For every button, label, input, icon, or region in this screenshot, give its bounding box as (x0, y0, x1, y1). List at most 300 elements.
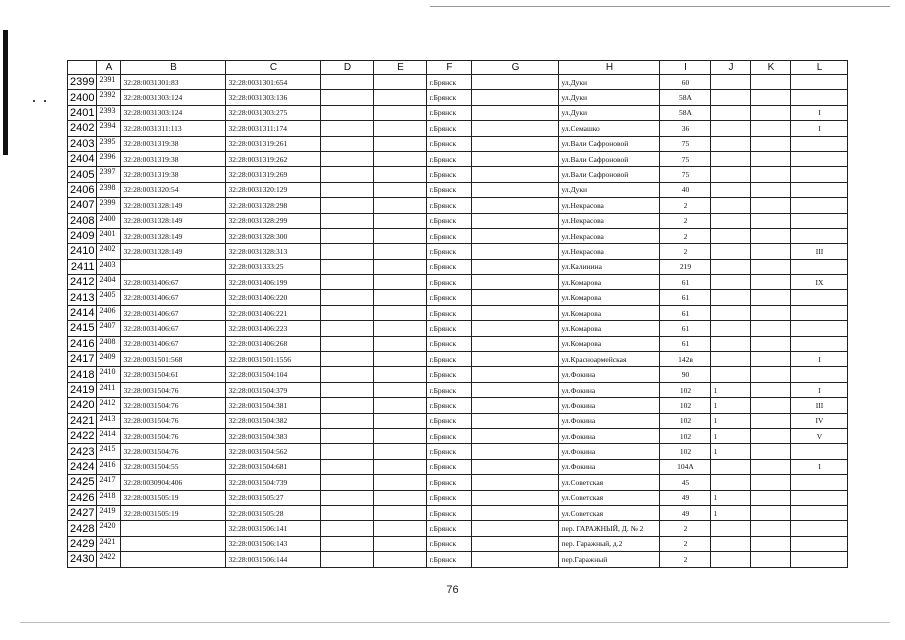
cell-cadastral-number[interactable]: 32:28:0031504:739 (226, 475, 321, 490)
cell-house[interactable]: 2 (660, 228, 711, 243)
cell-premises[interactable] (791, 167, 848, 182)
cell-street[interactable]: ул.Фокина (559, 398, 660, 413)
cell-k[interactable] (751, 521, 791, 536)
row-number[interactable]: 2403 (68, 136, 97, 151)
cell-premises[interactable] (791, 367, 848, 382)
cell-city[interactable]: г.Брянск (427, 321, 472, 336)
cell-g[interactable] (472, 275, 559, 290)
cell-house[interactable]: 142в (660, 352, 711, 367)
cell-cadastral-number[interactable]: 32:28:0031328:298 (226, 198, 321, 213)
cell-cadastral-number[interactable]: 32:28:0031333:25 (226, 259, 321, 274)
cell-house[interactable]: 61 (660, 336, 711, 351)
cell-k[interactable] (751, 536, 791, 551)
cell-city[interactable]: г.Брянск (427, 521, 472, 536)
cell-house[interactable]: 2 (660, 244, 711, 259)
cell-city[interactable]: г.Брянск (427, 305, 472, 320)
cell-d[interactable] (321, 136, 374, 151)
cell-g[interactable] (472, 213, 559, 228)
row-number[interactable]: 2409 (68, 228, 97, 243)
cell-cadastral-number[interactable]: 32:28:0031328:300 (226, 228, 321, 243)
cell-premises[interactable] (791, 151, 848, 166)
cell-d[interactable] (321, 552, 374, 567)
cell-e[interactable] (374, 382, 427, 397)
cell-building[interactable] (711, 475, 751, 490)
cell-cadastral-parcel[interactable]: 32:28:0031505:19 (121, 490, 226, 505)
cell-cadastral-number[interactable]: 32:28:0031303:275 (226, 105, 321, 120)
cell-street[interactable]: ул.Комарова (559, 275, 660, 290)
row-number[interactable]: 2414 (68, 305, 97, 320)
cell-a[interactable]: 2400 (97, 213, 121, 228)
cell-a[interactable]: 2393 (97, 105, 121, 120)
cell-e[interactable] (374, 151, 427, 166)
cell-g[interactable] (472, 105, 559, 120)
cell-cadastral-number[interactable]: 32:28:0031504:104 (226, 367, 321, 382)
cell-city[interactable]: г.Брянск (427, 336, 472, 351)
cell-e[interactable] (374, 336, 427, 351)
cell-cadastral-number[interactable]: 32:28:0031505:27 (226, 490, 321, 505)
cell-e[interactable] (374, 75, 427, 90)
cell-premises[interactable]: III (791, 244, 848, 259)
cell-k[interactable] (751, 413, 791, 428)
cell-d[interactable] (321, 182, 374, 197)
row-number[interactable]: 2419 (68, 382, 97, 397)
cell-e[interactable] (374, 182, 427, 197)
cell-building[interactable] (711, 244, 751, 259)
cell-d[interactable] (321, 121, 374, 136)
cell-a[interactable]: 2410 (97, 367, 121, 382)
cell-e[interactable] (374, 367, 427, 382)
cell-house[interactable]: 2 (660, 552, 711, 567)
cell-k[interactable] (751, 475, 791, 490)
cell-d[interactable] (321, 536, 374, 551)
cell-premises[interactable]: I (791, 382, 848, 397)
cell-a[interactable]: 2421 (97, 536, 121, 551)
cell-cadastral-parcel[interactable]: 32:28:0031504:55 (121, 459, 226, 474)
cell-k[interactable] (751, 105, 791, 120)
cell-e[interactable] (374, 413, 427, 428)
cell-house[interactable]: 61 (660, 275, 711, 290)
cell-a[interactable]: 2392 (97, 90, 121, 105)
cell-city[interactable]: г.Брянск (427, 490, 472, 505)
cell-building[interactable] (711, 275, 751, 290)
cell-cadastral-number[interactable]: 32:28:0031406:268 (226, 336, 321, 351)
cell-a[interactable]: 2417 (97, 475, 121, 490)
cell-a[interactable]: 2409 (97, 352, 121, 367)
cell-building[interactable]: 1 (711, 398, 751, 413)
cell-e[interactable] (374, 305, 427, 320)
cell-premises[interactable]: I (791, 105, 848, 120)
cell-k[interactable] (751, 90, 791, 105)
cell-street[interactable]: ул.Комарова (559, 305, 660, 320)
cell-d[interactable] (321, 290, 374, 305)
cell-k[interactable] (751, 259, 791, 274)
column-header-f[interactable]: F (427, 61, 472, 75)
cell-house[interactable]: 49 (660, 505, 711, 520)
cell-e[interactable] (374, 490, 427, 505)
cell-e[interactable] (374, 259, 427, 274)
cell-cadastral-number[interactable]: 32:28:0031504:382 (226, 413, 321, 428)
cell-building[interactable] (711, 75, 751, 90)
cell-premises[interactable] (791, 490, 848, 505)
cell-e[interactable] (374, 228, 427, 243)
cell-e[interactable] (374, 444, 427, 459)
cell-d[interactable] (321, 398, 374, 413)
cell-cadastral-parcel[interactable]: 32:28:0031319:38 (121, 167, 226, 182)
cell-street[interactable]: ул.Дуки (559, 105, 660, 120)
cell-cadastral-parcel[interactable]: 32:28:0031505:19 (121, 505, 226, 520)
cell-street[interactable]: ул.Дуки (559, 182, 660, 197)
cell-g[interactable] (472, 121, 559, 136)
cell-cadastral-number[interactable]: 32:28:0031311:174 (226, 121, 321, 136)
cell-street[interactable]: ул.Дуки (559, 75, 660, 90)
cell-cadastral-parcel[interactable]: 32:28:0031301:83 (121, 75, 226, 90)
row-number[interactable]: 2413 (68, 290, 97, 305)
cell-g[interactable] (472, 382, 559, 397)
cell-g[interactable] (472, 75, 559, 90)
cell-d[interactable] (321, 428, 374, 443)
cell-g[interactable] (472, 198, 559, 213)
cell-premises[interactable] (791, 182, 848, 197)
cell-a[interactable]: 2398 (97, 182, 121, 197)
cell-city[interactable]: г.Брянск (427, 382, 472, 397)
cell-building[interactable]: 1 (711, 382, 751, 397)
cell-cadastral-parcel[interactable]: 32:28:0030904:406 (121, 475, 226, 490)
cell-house[interactable]: 36 (660, 121, 711, 136)
cell-cadastral-parcel[interactable]: 32:28:0031320:54 (121, 182, 226, 197)
cell-building[interactable] (711, 259, 751, 274)
row-number[interactable]: 2410 (68, 244, 97, 259)
cell-g[interactable] (472, 167, 559, 182)
cell-street[interactable]: ул.Фокина (559, 444, 660, 459)
cell-cadastral-parcel[interactable] (121, 552, 226, 567)
cell-house[interactable]: 102 (660, 382, 711, 397)
cell-k[interactable] (751, 352, 791, 367)
cell-k[interactable] (751, 290, 791, 305)
cell-cadastral-parcel[interactable]: 32:28:0031319:38 (121, 151, 226, 166)
cell-g[interactable] (472, 290, 559, 305)
cell-cadastral-number[interactable]: 32:28:0031504:681 (226, 459, 321, 474)
cell-house[interactable]: 60 (660, 75, 711, 90)
column-header-e[interactable]: E (374, 61, 427, 75)
cell-city[interactable]: г.Брянск (427, 290, 472, 305)
row-number[interactable]: 2424 (68, 459, 97, 474)
cell-house[interactable]: 102 (660, 398, 711, 413)
cell-g[interactable] (472, 244, 559, 259)
cell-city[interactable]: г.Брянск (427, 536, 472, 551)
cell-street[interactable]: ул.Некрасова (559, 244, 660, 259)
cell-cadastral-number[interactable]: 32:28:0031504:383 (226, 428, 321, 443)
cell-d[interactable] (321, 167, 374, 182)
row-number[interactable]: 2429 (68, 536, 97, 551)
cell-d[interactable] (321, 259, 374, 274)
cell-g[interactable] (472, 259, 559, 274)
cell-premises[interactable] (791, 321, 848, 336)
corner-header-cell[interactable] (68, 61, 97, 75)
cell-street[interactable]: ул.Красноармейская (559, 352, 660, 367)
cell-building[interactable] (711, 121, 751, 136)
cell-e[interactable] (374, 198, 427, 213)
cell-g[interactable] (472, 136, 559, 151)
cell-d[interactable] (321, 244, 374, 259)
cell-g[interactable] (472, 552, 559, 567)
row-number[interactable]: 2407 (68, 198, 97, 213)
cell-city[interactable]: г.Брянск (427, 428, 472, 443)
cell-house[interactable]: 75 (660, 151, 711, 166)
cell-premises[interactable] (791, 213, 848, 228)
cell-house[interactable]: 102 (660, 444, 711, 459)
row-number[interactable]: 2406 (68, 182, 97, 197)
cell-house[interactable]: 2 (660, 213, 711, 228)
cell-a[interactable]: 2395 (97, 136, 121, 151)
cell-k[interactable] (751, 382, 791, 397)
cell-building[interactable] (711, 321, 751, 336)
cell-e[interactable] (374, 428, 427, 443)
row-number[interactable]: 2408 (68, 213, 97, 228)
cell-k[interactable] (751, 444, 791, 459)
cell-a[interactable]: 2401 (97, 228, 121, 243)
cell-cadastral-number[interactable]: 32:28:0031328:299 (226, 213, 321, 228)
cell-premises[interactable] (791, 305, 848, 320)
cell-k[interactable] (751, 321, 791, 336)
cell-g[interactable] (472, 305, 559, 320)
cell-cadastral-number[interactable]: 32:28:0031505:28 (226, 505, 321, 520)
cell-k[interactable] (751, 552, 791, 567)
cell-k[interactable] (751, 428, 791, 443)
cell-g[interactable] (472, 336, 559, 351)
cell-e[interactable] (374, 352, 427, 367)
cell-cadastral-parcel[interactable]: 32:28:0031319:38 (121, 136, 226, 151)
cell-d[interactable] (321, 336, 374, 351)
cell-street[interactable]: ул.Фокина (559, 413, 660, 428)
cell-g[interactable] (472, 536, 559, 551)
row-number[interactable]: 2416 (68, 336, 97, 351)
cell-city[interactable]: г.Брянск (427, 151, 472, 166)
column-header-a[interactable]: A (97, 61, 121, 75)
cell-d[interactable] (321, 90, 374, 105)
cell-g[interactable] (472, 428, 559, 443)
cell-e[interactable] (374, 90, 427, 105)
cell-d[interactable] (321, 228, 374, 243)
cell-building[interactable] (711, 90, 751, 105)
cell-premises[interactable] (791, 336, 848, 351)
cell-street[interactable]: ул.Фокина (559, 428, 660, 443)
cell-premises[interactable]: IV (791, 413, 848, 428)
cell-premises[interactable]: I (791, 121, 848, 136)
cell-city[interactable]: г.Брянск (427, 90, 472, 105)
cell-a[interactable]: 2419 (97, 505, 121, 520)
cell-e[interactable] (374, 475, 427, 490)
cell-house[interactable]: 104А (660, 459, 711, 474)
cell-city[interactable]: г.Брянск (427, 198, 472, 213)
row-number[interactable]: 2401 (68, 105, 97, 120)
cell-e[interactable] (374, 275, 427, 290)
cell-cadastral-parcel[interactable]: 32:28:0031303:124 (121, 90, 226, 105)
cell-premises[interactable] (791, 552, 848, 567)
cell-street[interactable]: ул.Дуки (559, 90, 660, 105)
row-number[interactable]: 2405 (68, 167, 97, 182)
cell-street[interactable]: ул.Вали Сафроновой (559, 136, 660, 151)
cell-street[interactable]: ул.Калинина (559, 259, 660, 274)
cell-k[interactable] (751, 228, 791, 243)
cell-premises[interactable] (791, 521, 848, 536)
row-number[interactable]: 2417 (68, 352, 97, 367)
cell-k[interactable] (751, 305, 791, 320)
cell-street[interactable]: ул.Некрасова (559, 213, 660, 228)
cell-g[interactable] (472, 444, 559, 459)
cell-d[interactable] (321, 213, 374, 228)
column-header-h[interactable]: H (559, 61, 660, 75)
cell-a[interactable]: 2406 (97, 305, 121, 320)
cell-k[interactable] (751, 151, 791, 166)
cell-cadastral-parcel[interactable]: 32:28:0031311:113 (121, 121, 226, 136)
cell-cadastral-number[interactable]: 32:28:0031320:129 (226, 182, 321, 197)
cell-cadastral-number[interactable]: 32:28:0031506:144 (226, 552, 321, 567)
cell-a[interactable]: 2411 (97, 382, 121, 397)
cell-k[interactable] (751, 398, 791, 413)
cell-house[interactable]: 61 (660, 290, 711, 305)
row-number[interactable]: 2425 (68, 475, 97, 490)
cell-a[interactable]: 2412 (97, 398, 121, 413)
cell-a[interactable]: 2416 (97, 459, 121, 474)
cell-e[interactable] (374, 244, 427, 259)
cell-premises[interactable] (791, 444, 848, 459)
cell-k[interactable] (751, 136, 791, 151)
cell-k[interactable] (751, 490, 791, 505)
column-header-i[interactable]: I (660, 61, 711, 75)
cell-a[interactable]: 2418 (97, 490, 121, 505)
cell-g[interactable] (472, 413, 559, 428)
cell-city[interactable]: г.Брянск (427, 444, 472, 459)
cell-cadastral-number[interactable]: 32:28:0031504:381 (226, 398, 321, 413)
column-header-k[interactable]: K (751, 61, 791, 75)
cell-cadastral-parcel[interactable]: 32:28:0031504:76 (121, 382, 226, 397)
cell-e[interactable] (374, 398, 427, 413)
cell-city[interactable]: г.Брянск (427, 244, 472, 259)
cell-e[interactable] (374, 505, 427, 520)
cell-building[interactable]: 1 (711, 444, 751, 459)
row-number[interactable]: 2430 (68, 552, 97, 567)
cell-d[interactable] (321, 105, 374, 120)
cell-e[interactable] (374, 321, 427, 336)
cell-cadastral-parcel[interactable]: 32:28:0031328:149 (121, 198, 226, 213)
cell-d[interactable] (321, 475, 374, 490)
cell-city[interactable]: г.Брянск (427, 398, 472, 413)
cell-cadastral-number[interactable]: 32:28:0031406:220 (226, 290, 321, 305)
row-number[interactable]: 2428 (68, 521, 97, 536)
cell-a[interactable]: 2420 (97, 521, 121, 536)
cell-k[interactable] (751, 167, 791, 182)
cell-city[interactable]: г.Брянск (427, 228, 472, 243)
cell-building[interactable] (711, 198, 751, 213)
column-header-g[interactable]: G (472, 61, 559, 75)
cell-k[interactable] (751, 505, 791, 520)
row-number[interactable]: 2418 (68, 367, 97, 382)
cell-d[interactable] (321, 382, 374, 397)
cell-building[interactable] (711, 336, 751, 351)
cell-city[interactable]: г.Брянск (427, 182, 472, 197)
cell-g[interactable] (472, 459, 559, 474)
cell-city[interactable]: г.Брянск (427, 75, 472, 90)
column-header-j[interactable]: J (711, 61, 751, 75)
cell-cadastral-parcel[interactable]: 32:28:0031328:149 (121, 244, 226, 259)
cell-d[interactable] (321, 521, 374, 536)
cell-premises[interactable] (791, 75, 848, 90)
cell-building[interactable]: 1 (711, 413, 751, 428)
cell-house[interactable]: 40 (660, 182, 711, 197)
cell-g[interactable] (472, 182, 559, 197)
cell-house[interactable]: 61 (660, 305, 711, 320)
column-header-b[interactable]: B (121, 61, 226, 75)
row-number[interactable]: 2421 (68, 413, 97, 428)
cell-house[interactable]: 90 (660, 367, 711, 382)
cell-premises[interactable] (791, 475, 848, 490)
cell-cadastral-parcel[interactable]: 32:28:0031504:76 (121, 413, 226, 428)
cell-street[interactable]: пер. Гаражный, д.2 (559, 536, 660, 551)
row-number[interactable]: 2400 (68, 90, 97, 105)
cell-building[interactable] (711, 213, 751, 228)
row-number[interactable]: 2423 (68, 444, 97, 459)
cell-g[interactable] (472, 321, 559, 336)
cell-city[interactable]: г.Брянск (427, 121, 472, 136)
cell-e[interactable] (374, 213, 427, 228)
cell-g[interactable] (472, 505, 559, 520)
cell-building[interactable] (711, 521, 751, 536)
cell-e[interactable] (374, 459, 427, 474)
row-number[interactable]: 2415 (68, 321, 97, 336)
cell-a[interactable]: 2415 (97, 444, 121, 459)
cell-g[interactable] (472, 352, 559, 367)
cell-premises[interactable]: I (791, 352, 848, 367)
cell-building[interactable] (711, 305, 751, 320)
row-number[interactable]: 2427 (68, 505, 97, 520)
row-number[interactable]: 2420 (68, 398, 97, 413)
cell-cadastral-number[interactable]: 32:28:0031504:562 (226, 444, 321, 459)
cell-k[interactable] (751, 198, 791, 213)
cell-city[interactable]: г.Брянск (427, 213, 472, 228)
cell-street[interactable]: ул.Некрасова (559, 198, 660, 213)
cell-cadastral-number[interactable]: 32:28:0031328:313 (226, 244, 321, 259)
cell-d[interactable] (321, 305, 374, 320)
cell-street[interactable]: ул.Советская (559, 475, 660, 490)
cell-house[interactable]: 75 (660, 136, 711, 151)
cell-premises[interactable] (791, 198, 848, 213)
cell-street[interactable]: ул.Вали Сафроновой (559, 167, 660, 182)
cell-building[interactable] (711, 290, 751, 305)
cell-building[interactable] (711, 228, 751, 243)
cell-cadastral-number[interactable]: 32:28:0031406:199 (226, 275, 321, 290)
cell-cadastral-parcel[interactable]: 32:28:0031504:76 (121, 398, 226, 413)
cell-e[interactable] (374, 167, 427, 182)
cell-d[interactable] (321, 352, 374, 367)
cell-cadastral-parcel[interactable]: 32:28:0031504:76 (121, 444, 226, 459)
cell-cadastral-parcel[interactable]: 32:28:0031406:67 (121, 336, 226, 351)
cell-a[interactable]: 2414 (97, 428, 121, 443)
cell-city[interactable]: г.Брянск (427, 505, 472, 520)
cell-d[interactable] (321, 151, 374, 166)
cell-e[interactable] (374, 552, 427, 567)
cell-house[interactable]: 58А (660, 105, 711, 120)
cell-cadastral-parcel[interactable]: 32:28:0031328:149 (121, 213, 226, 228)
row-number[interactable]: 2399 (68, 75, 97, 90)
cell-building[interactable]: 1 (711, 490, 751, 505)
cell-a[interactable]: 2391 (97, 75, 121, 90)
cell-cadastral-number[interactable]: 32:28:0031319:261 (226, 136, 321, 151)
cell-street[interactable]: ул.Советская (559, 490, 660, 505)
cell-building[interactable]: 1 (711, 505, 751, 520)
cell-cadastral-number[interactable]: 32:28:0031406:223 (226, 321, 321, 336)
cell-cadastral-parcel[interactable]: 32:28:0031328:149 (121, 228, 226, 243)
cell-g[interactable] (472, 475, 559, 490)
